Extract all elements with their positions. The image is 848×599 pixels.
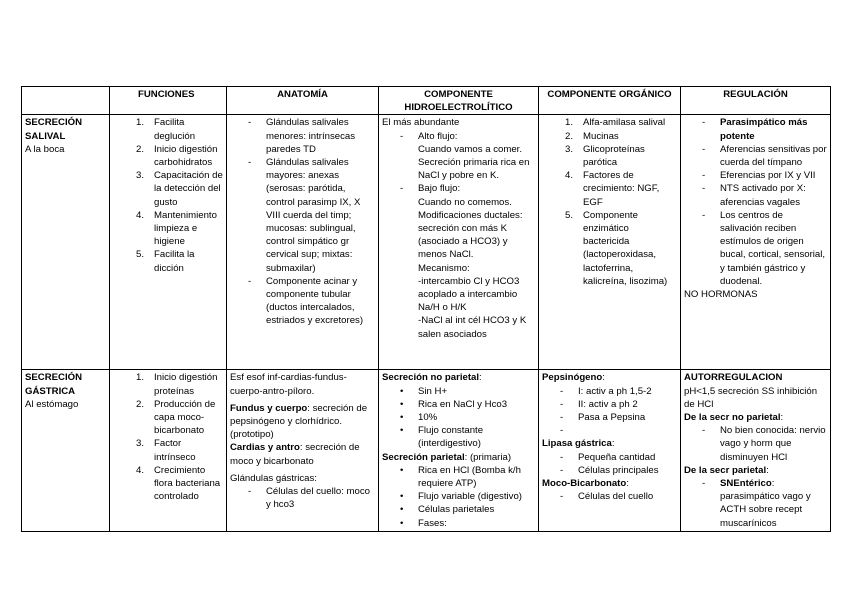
row-gastrica [22,370,831,532]
gastrica-organico: Pepsinógeno: - I: activ a ph 1,5-2 - II: activ a ph 2 - Pasa a Pepsina - Lipasa gástrica: - Pequeña cantidad - Células principales Moco-Bicarbonato: - Células del cuello [539,370,681,532]
note-no-hormonas: NO HORMONAS [684,289,758,301]
list-item: - Células principales [560,464,659,476]
summary-table [21,86,831,532]
list-item: - Pasa a Pepsina [560,412,646,424]
list-item: 4. Crecimiento flora bacteriana controlado [136,464,221,503]
row-title-salival: SECRECIÓN SALIVAL A la boca [22,115,110,370]
list-item: 1. Facilita deglución [136,117,196,142]
list-item: - Glándulas salivales menores: intrínsecas paredes TD [248,117,356,155]
list-item: 3. Capacitación de la detección del gusto [136,170,223,208]
gastrica-anatomia: Esf esof inf-cardias-fundus-cuerpo-antro-píloro. Fundus y cuerpo: secreción de pepsinógeno y clorhídrico. (prototipo) Cardias y antro: secreción de moco y bicarbonato Glándulas gástricas: - Células del cuello: moco y hco3 [227,370,379,532]
list-item: • Células parietales [400,504,495,516]
list-item: • Sin H+ [400,385,448,397]
header-hidroelectrolitico: COMPONENTE HIDROELECTROLÍTICO [379,87,539,115]
list-item: - Parasimpático más potente [702,117,808,142]
list-item: 3. Factor intrínseco [136,438,196,463]
list-item: - Pequeña cantidad [560,451,656,463]
list-item: • Flujo variable (digestivo) [400,491,522,503]
list-item: 2. Producción de capa moco-bicarbonato [136,398,216,437]
gastrica-hidroelectrolitico: Secreción no parietal: • Sin H+ • Rica en NaCl y Hco3 • 10% • Flujo constante (interdigestivo) Secreción parietal: (primaria) • Rica en HCl (Bomba k/h requiere ATP) • Flujo variable (digestivo) • Células parietales • Fases: [379,370,539,532]
list-item: 5. Componente enzimático bactericida (lactoperoxidasa, lactoferrina, kalicreína, lisozima) [565,209,668,287]
header-organico: COMPONENTE ORGÁNICO [539,87,681,115]
gastrica-funciones [110,370,227,532]
list-item: 1. Alfa-amilasa salival [565,117,666,129]
list-item: • Rica en NaCl y Hco3 [400,398,508,410]
list-item: 1. Inicio digestión proteínas [136,372,218,397]
list-item: • Flujo constante (interdigestivo) [400,425,484,450]
salival-regulacion [681,115,831,370]
list-item: • Fases: [400,517,447,529]
header-anatomia: ANATOMÍA [227,87,379,115]
salival-funciones [110,115,227,370]
header-row [22,87,831,115]
list-item: 4. Mantenimiento limpieza e higiene [136,209,217,248]
list-item: - I: activ a ph 1,5-2 [560,385,652,397]
list-item: • Rica en HCl (Bomba k/h requiere ATP) [400,464,521,490]
salival-hidroelectrolitico: El más abundante - Alto flujo: Cuando vamos a comer. Secreción primaria rica en NaCl y pobre en K. - Bajo flujo: Cuando no comemos. Modificaciones ductales: secreción con más K (asociado a HCO3) y menos NaCl. Mecanismo: -intercambio Cl y HCO3 acoplado a intercambio Na/H o H/K -NaCl al int cél HCO3 y K salen asociados [379,115,539,370]
salival-organico [539,115,681,370]
list-item: - Células del cuello [560,491,654,503]
list-item: - Alto flujo: Cuando vamos a comer. Secreción primaria rica en NaCl y pobre en K. [400,130,530,182]
list-item: - Aferencias sensitivas por cuerda del tímpano [702,143,827,169]
list-item: - NTS activado por X: aferencias vagales [702,183,806,208]
list-item: - [560,425,564,437]
list-item: - Eferencias por IX y VII [702,170,816,182]
list-item: • 10% [400,412,438,424]
list-item: - II: activ a ph 2 [560,398,638,410]
header-funciones: FUNCIONES [110,87,227,115]
gastrica-regulacion: AUTORREGULACION pH<1,5 secreción SS inhibición de HCl De la secr no parietal: - No bien conocida: nervio vago y horm que disminuyen HCl De la secr parietal: - SNEntérico: parasimpático vago y ACTH sobre recept muscarínicos [681,370,831,532]
list-item: 2. Inicio digestión carbohidratos [136,143,218,169]
salival-anatomia [227,115,379,370]
list-item: - Células del cuello: moco y hco3 [248,486,370,511]
list-item: 3. Glicoproteínas parótica [565,143,645,169]
list-item: - SNEntérico: parasimpático vago y ACTH sobre recept muscarínicos [702,478,811,529]
list-item: - No bien conocida: nervio vago y horm que disminuyen HCl [702,425,826,463]
list-item: - Glándulas salivales mayores: anexas (serosas: parótida, control parasimp IX, X VIII cuerda del timp; mucosas: sublingual, control simpático gr cervical sup; mixtas: submaxilar) [248,157,361,274]
list-item: - Los centros de salivación reciben estímulos de origen bucal, cortical, sensorial, y también gástrico y duodenal. [702,209,826,287]
list-item: 2. Mucinas [565,130,619,142]
list-item: - Bajo flujo: Cuando no comemos. Modificaciones ductales: secreción con más K (asociado a HCO3) y menos NaCl. Mecanismo: -intercambio Cl y HCO3 acoplado a intercambio Na/H o H/K -NaCl al int cél HCO3 y K salen asociados [400,183,527,340]
list-item: 5. Facilita la dicción [136,249,195,274]
header-empty [22,87,110,115]
header-regulacion: REGULACIÓN [681,87,831,115]
list-item: 4. Factores de crecimiento: NGF, EGF [565,170,660,208]
row-salival [22,115,831,370]
list-item: - Componente acinar y componente tubular (ductos intercalados, estriados y excretores) [248,275,364,327]
row-title-gastrica: SECRECIÓN GÁSTRICA Al estómago [22,370,110,532]
